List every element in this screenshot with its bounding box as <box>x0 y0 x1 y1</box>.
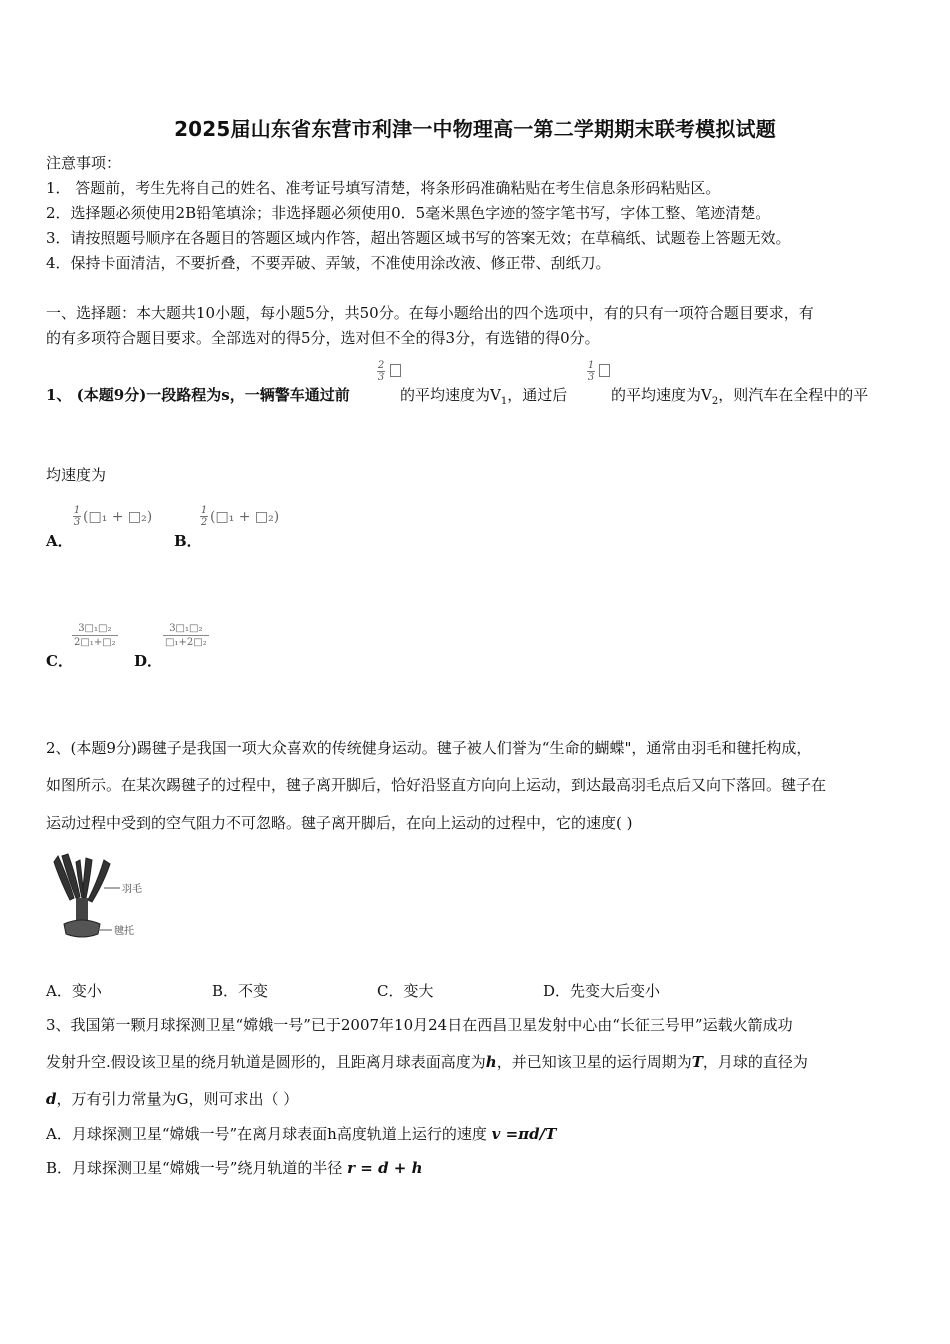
notice-item-1: 1． 答题前，考生先将自己的姓名、准考证号填写清楚，将条形码准确粘贴在考生信息条形码粘贴区。 <box>46 179 721 197</box>
placeholder-box-icon <box>390 364 401 377</box>
q1-option-a-coef-num: 1 <box>73 505 81 516</box>
q3-option-b[interactable] <box>46 1157 422 1178</box>
q2-option-c[interactable]: C．变大 <box>377 982 434 1000</box>
q2-option-d[interactable]: D．先变大后变小 <box>543 982 661 1000</box>
q1-option-c-den: 2□₁+□₂ <box>74 637 116 648</box>
notice-item-4: 4．保持卡面清洁，不要折叠，不要弄破、弄皱，不准使用涂改液、修正带、刮纸刀。 <box>46 254 611 272</box>
q3-option-a-text: A．月球探测卫星“嫦娥一号”在离月球表面h高度轨道上运行的速度 <box>46 1125 487 1143</box>
q1-option-d-den: □₁+2□₂ <box>165 637 207 648</box>
q2-stem-line-3: 运动过程中受到的空气阻力不可忽略。毽子离开脚后，在向上运动的过程中，它的速度( ) <box>46 814 633 832</box>
q2-stem-line-2: 如图所示。在某次踢毽子的过程中，毽子离开脚后，恰好沿竖直方向向上运动，到达最高羽毛点后又向下落回。毽子在 <box>46 776 827 794</box>
section-instruction-line-2: 的有多项符合题目要求。全部选对的得5分，选对但不全的得3分，有选错的得0分。 <box>46 329 600 347</box>
q1-seg3: ，通过后 <box>507 386 568 404</box>
q1-option-a-coef-den: 3 <box>73 517 81 528</box>
notice-item-3: 3．请按照题号顺序在各题目的答题区域内作答，超出答题区域书写的答案无效；在草稿纸、试题卷上答题无效。 <box>46 229 791 247</box>
q1-frac1-den: 3 <box>377 372 385 383</box>
q3-line3: ，万有引力常量为G，则可求出（ ） <box>56 1090 299 1108</box>
q1-option-b-coef-num: 1 <box>200 505 208 516</box>
q1-frac1-num: 2 <box>377 360 385 371</box>
q3-var-h: h <box>485 1053 497 1071</box>
q1-frac2-num: 1 <box>587 360 595 371</box>
q3-option-a-formula: v =πd/T <box>491 1125 557 1143</box>
q1-frac2-den: 3 <box>587 372 595 383</box>
q1-option-b-label[interactable]: B． <box>174 532 202 550</box>
q3-stem-line-2 <box>46 1051 808 1072</box>
q3-option-b-text: B．月球探测卫星“嫦娥一号”绕月轨道的半径 <box>46 1159 343 1177</box>
q3-stem-line-1: 3、我国第一颗月球探测卫星“嫦娥一号”已于2007年10月24日在西昌卫星发射中心由“长征三号甲”运载火箭成功 <box>46 1016 793 1034</box>
q1-seg2: 的平均速度为V <box>400 386 501 404</box>
q1-seg1: 1、 (本题9分)一段路程为s，一辆警车通过前 <box>46 386 350 404</box>
placeholder-box-icon <box>599 364 610 377</box>
q1-option-c-formula <box>72 622 118 649</box>
q1-stem-part-3 <box>611 384 868 407</box>
q3-line2a: 发射升空.假设该卫星的绕月轨道是圆形的，且距离月球表面高度为 <box>46 1053 486 1071</box>
q1-seg4: 的平均速度为V <box>611 386 712 404</box>
q1-option-c-num: 3□₁□₂ <box>78 623 112 634</box>
q1-option-b-coef-den: 2 <box>200 517 208 528</box>
q1-sub1: 1 <box>500 396 508 407</box>
figure-label-base: 毽托 <box>114 926 134 937</box>
q1-option-a-formula: (□₁ + □₂) <box>83 509 153 525</box>
notice-heading: 注意事项： <box>46 154 122 172</box>
q1-stem-line-2: 均速度为 <box>46 466 107 484</box>
q2-option-a[interactable]: A．变小 <box>46 982 102 1000</box>
q1-option-d-formula <box>163 622 209 649</box>
q3-var-T: T <box>691 1053 703 1071</box>
q1-option-b-formula: (□₁ + □₂) <box>210 509 280 525</box>
section-instruction-line-1: 一、选择题：本大题共10小题，每小题5分，共50分。在每小题给出的四个选项中，有的只有一项符合题目要求，有 <box>46 304 814 322</box>
q3-option-b-formula: r = d + h <box>347 1159 423 1177</box>
q1-sub2: 2 <box>711 396 719 407</box>
q3-line2c: ，月球的直径为 <box>702 1053 808 1071</box>
q1-fraction-one-third <box>587 360 595 383</box>
q1-stem-part-2 <box>400 384 567 407</box>
notice-item-2: 2．选择题必须使用2B铅笔填涂；非选择题必须使用0．5毫米黑色字迹的签字笔书写，字体工整、笔迹清楚。 <box>46 204 771 222</box>
q3-var-d: d <box>46 1090 57 1108</box>
q1-option-b-coef <box>200 505 208 528</box>
q1-seg5: ，则汽车在全程中的平 <box>718 386 869 404</box>
q1-stem-part-1 <box>46 384 350 405</box>
q1-fraction-two-thirds <box>377 360 385 383</box>
q3-stem-line-3 <box>46 1088 298 1109</box>
q1-option-d-num: 3□₁□₂ <box>169 623 203 634</box>
figure-label-feather: 羽毛 <box>122 884 142 895</box>
q3-line2b: ，并已知该卫星的运行周期为 <box>496 1053 692 1071</box>
q1-option-a-label[interactable]: A． <box>46 532 73 550</box>
q2-stem-line-1: 2、(本题9分)踢毽子是我国一项大众喜欢的传统健身运动。毽子被人们誉为“生命的蝴蝶"，通常由羽毛和毽托构成， <box>46 739 812 757</box>
page-title: 2025届山东省东营市利津一中物理高一第二学期期末联考模拟试题 <box>174 117 776 141</box>
q3-option-a[interactable] <box>46 1123 556 1144</box>
q2-option-b[interactable]: B．不变 <box>212 982 269 1000</box>
q1-option-a-coef <box>73 505 81 528</box>
q1-option-c-label[interactable]: C． <box>46 652 73 670</box>
q1-option-d-label[interactable]: D． <box>134 652 163 670</box>
